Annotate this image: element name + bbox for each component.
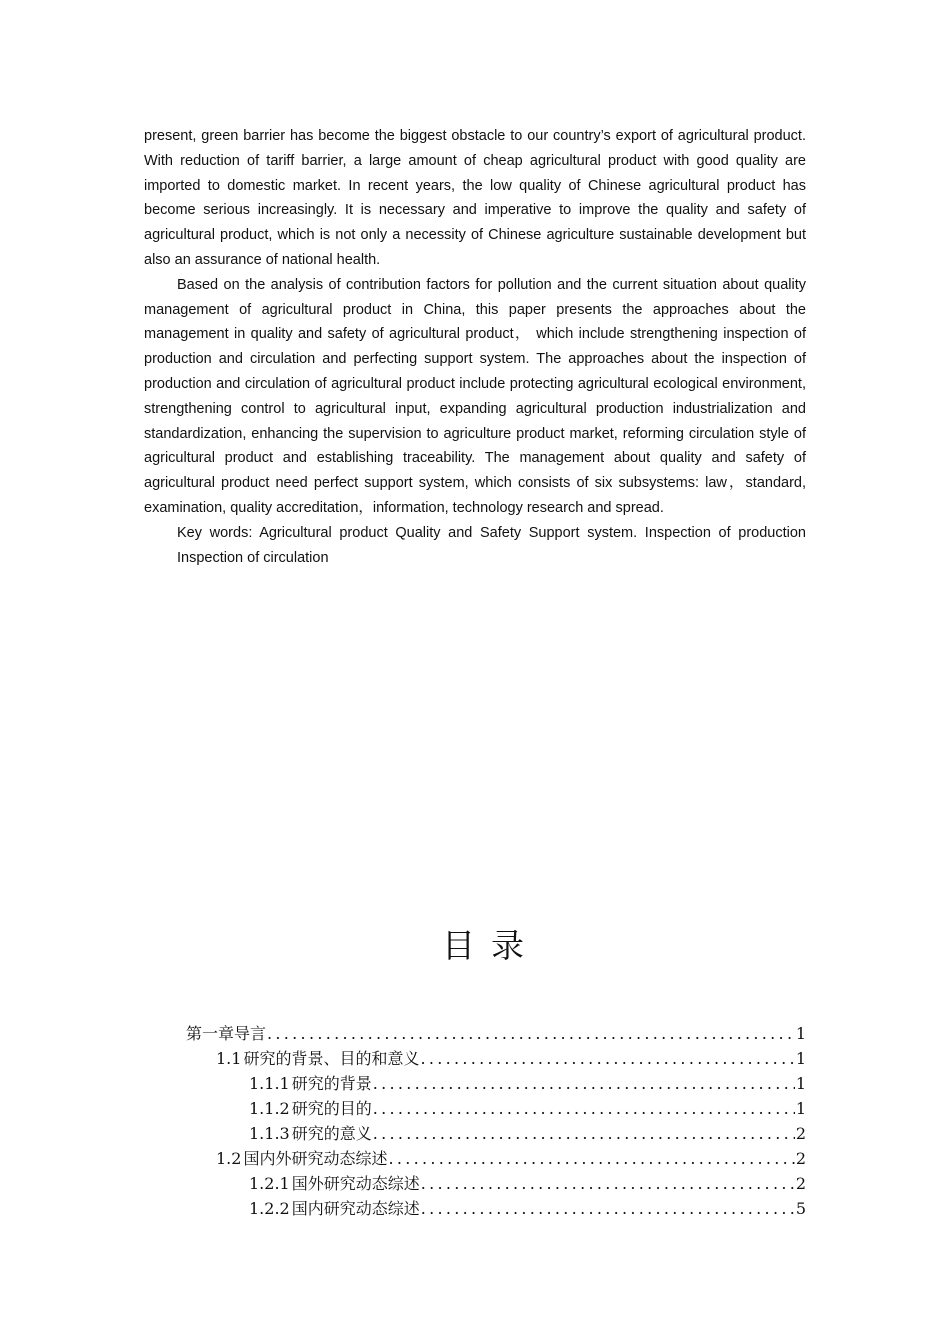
toc-dot-leader	[421, 1171, 795, 1196]
toc-entry-1-1-2[interactable]	[184, 1096, 806, 1121]
keywords-line: Key words: Agricultural product Quality and Safety Support system. Inspection of production Inspection of circulation	[177, 524, 806, 566]
toc-entry-chapter-1[interactable]	[184, 1021, 806, 1046]
toc-entry-page: 2	[795, 1149, 806, 1168]
toc-entry-page: 1	[795, 1049, 806, 1068]
toc-entry-title: 国内外研究动态综述	[243, 1149, 388, 1168]
toc-entry-page: 1	[795, 1099, 806, 1118]
abstract-paragraph-2: Based on the analysis of contribution factors for pollution and the current situation about quality management of agricultural product in China, this paper presents the approaches about the management in quality and safety of agricultural product， which include strengthening inspection of production and circulation and perfecting support system. The approaches about the inspection of production and circulation of agricultural product include protecting agricultural ecological environment, strengthening control to agricultural input, expanding agricultural production industrialization and standardization, enhancing the supervision to agriculture product market, reforming circulation style of agricultural product and establishing traceability. The management about quality and safety of agricultural product need perfect support system, which consists of six subsystems: law，standard, examination, quality accreditation，information, technology research and spread.	[144, 276, 806, 516]
toc-entry-number: 1.1.3	[249, 1124, 290, 1143]
toc-entry-1-1-3[interactable]	[184, 1121, 806, 1146]
toc-entry-1-1[interactable]	[184, 1046, 806, 1071]
toc-dot-leader	[373, 1121, 795, 1146]
toc-entry-1-2-2[interactable]	[184, 1196, 806, 1221]
toc-entry-1-2-1[interactable]	[184, 1171, 806, 1196]
toc-dot-leader	[421, 1196, 795, 1221]
toc-entry-page: 2	[795, 1124, 806, 1143]
toc-dot-leader	[388, 1146, 794, 1171]
toc-entry-page: 1	[795, 1074, 806, 1093]
toc-entry-number: 1.1.1	[249, 1074, 290, 1093]
toc-entry-number: 1.2	[216, 1149, 242, 1168]
toc-entry-title: 研究的背景、目的和意义	[243, 1049, 420, 1068]
toc-entry-title: 国内研究动态综述	[291, 1199, 420, 1218]
toc-dot-leader	[420, 1046, 794, 1071]
toc-entry-1-1-1[interactable]	[184, 1071, 806, 1096]
toc-entry-title: 研究的目的	[291, 1099, 372, 1118]
toc-entry-number: 1.1	[216, 1049, 242, 1068]
toc-entry-number: 1.2.2	[249, 1199, 290, 1218]
toc-entry-title: 研究的意义	[291, 1124, 372, 1143]
table-of-contents	[184, 1021, 806, 1221]
toc-entry-title: 国外研究动态综述	[291, 1174, 420, 1193]
toc-dot-leader	[373, 1096, 795, 1121]
toc-entry-page: 1	[795, 1024, 806, 1043]
toc-entry-number: 1.2.1	[249, 1174, 290, 1193]
toc-entry-1-2[interactable]	[184, 1146, 806, 1171]
toc-dot-leader	[373, 1071, 795, 1096]
toc-entry-page: 5	[795, 1199, 806, 1218]
toc-entry-title: 第一章导言	[186, 1024, 267, 1043]
toc-entry-title: 研究的背景	[291, 1074, 372, 1093]
toc-entry-page: 2	[795, 1174, 806, 1193]
abstract-paragraph-1: present, green barrier has become the biggest obstacle to our country’s export of agricultural product. With reduction of tariff barrier, a large amount of cheap agricultural product with good quality are imported to domestic market. In recent years, the low quality of Chinese agricultural product has become serious increasingly. It is necessary and imperative to improve the quality and safety of agricultural product, which is not only a necessity of Chinese agriculture sustainable development but also an assurance of national health.	[144, 128, 806, 268]
toc-title: 目录	[442, 926, 540, 965]
toc-entry-number: 1.1.2	[249, 1099, 290, 1118]
toc-dot-leader	[267, 1021, 795, 1046]
abstract-section	[144, 124, 806, 570]
